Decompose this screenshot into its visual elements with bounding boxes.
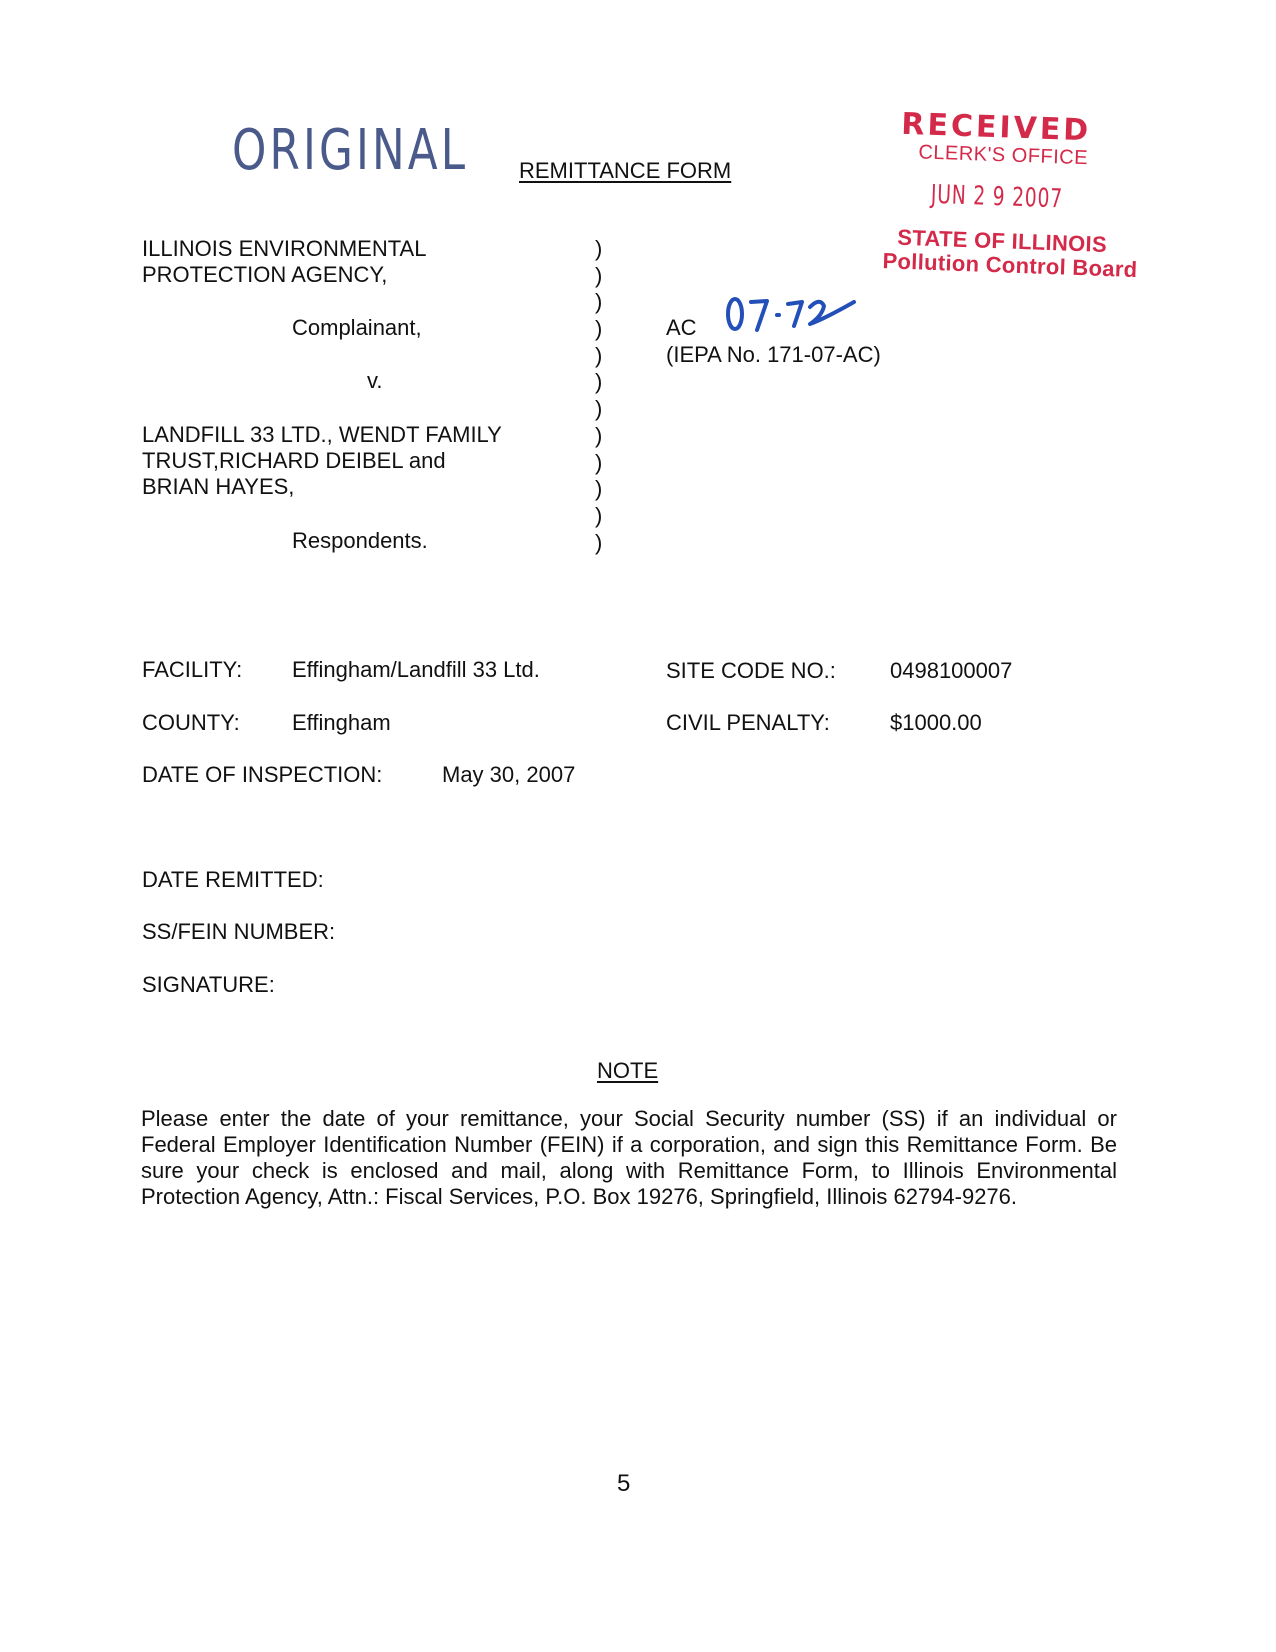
complainant-role: Complainant,	[292, 315, 422, 340]
respondents-name-line3: BRIAN HAYES,	[142, 474, 295, 499]
signature-label: SIGNATURE:	[142, 972, 275, 997]
inspection-date-label: DATE OF INSPECTION:	[142, 762, 383, 787]
facility-value: Effingham/Landfill 33 Ltd.	[292, 657, 540, 682]
complainant-name-line1: ILLINOIS ENVIRONMENTAL	[142, 236, 427, 261]
note-body: Please enter the date of your remittance, your Social Security number (SS) if an individual or Federal Employer Identification Number (FEIN) if a corporation, and sign this Remittance Form. Be sure your check is enclosed and mail, along with Remittance Form, to Illinois Environmental Protection Agency, Attn.: Fiscal Services, P.O. Box 19276, Springfield, Illinois 62794-9276.	[141, 1106, 1117, 1209]
respondents-role: Respondents.	[292, 528, 428, 553]
received-stamp-date: JUN 2 9 2007	[930, 179, 1064, 215]
facility-label: FACILITY:	[142, 657, 243, 682]
received-stamp-board: Pollution Control Board	[882, 248, 1138, 283]
caption-paren: )	[595, 289, 603, 315]
respondents-name-line1: LANDFILL 33 LTD., WENDT FAMILY	[142, 422, 502, 447]
site-code-value: 0498100007	[890, 658, 1013, 683]
caption-paren: )	[595, 369, 603, 395]
caption-paren: )	[595, 449, 603, 475]
case-prefix: AC	[666, 315, 697, 340]
handwritten-case-number	[724, 292, 860, 336]
respondents-name-line2: TRUST,RICHARD DEIBEL and	[142, 448, 446, 473]
page-number: 5	[617, 1470, 631, 1497]
inspection-date-value: May 30, 2007	[442, 762, 576, 787]
caption-paren: )	[595, 422, 603, 448]
caption-paren: )	[595, 342, 603, 368]
complainant-name-line2: PROTECTION AGENCY,	[142, 262, 388, 287]
civil-penalty-value: $1000.00	[890, 710, 982, 735]
date-remitted-label: DATE REMITTED:	[142, 867, 324, 892]
form-title: REMITTANCE FORM	[519, 158, 732, 183]
received-stamp-state: STATE OF ILLINOIS	[896, 224, 1108, 257]
caption-paren: )	[595, 316, 603, 342]
caption-paren: )	[595, 476, 603, 502]
caption-parenthesis-column	[595, 236, 615, 556]
county-value: Effingham	[292, 710, 391, 735]
civil-penalty-label: CIVIL PENALTY:	[666, 710, 830, 735]
note-title: NOTE	[597, 1058, 659, 1083]
versus-label: v.	[367, 368, 383, 393]
caption-paren: )	[595, 396, 603, 422]
caption-paren: )	[595, 236, 603, 261]
caption-paren: )	[595, 502, 603, 528]
received-stamp-office: CLERK'S OFFICE	[918, 141, 1089, 170]
caption-paren: )	[595, 529, 603, 555]
received-stamp-title: RECEIVED	[900, 106, 1092, 149]
ss-fein-label: SS/FEIN NUMBER:	[142, 919, 336, 944]
caption-paren: )	[595, 262, 603, 288]
site-code-label: SITE CODE NO.:	[666, 658, 836, 683]
county-label: COUNTY:	[142, 710, 240, 735]
received-stamp	[874, 106, 1140, 285]
iepa-number: (IEPA No. 171-07-AC)	[666, 342, 881, 367]
original-stamp: ORIGINAL	[232, 118, 469, 183]
